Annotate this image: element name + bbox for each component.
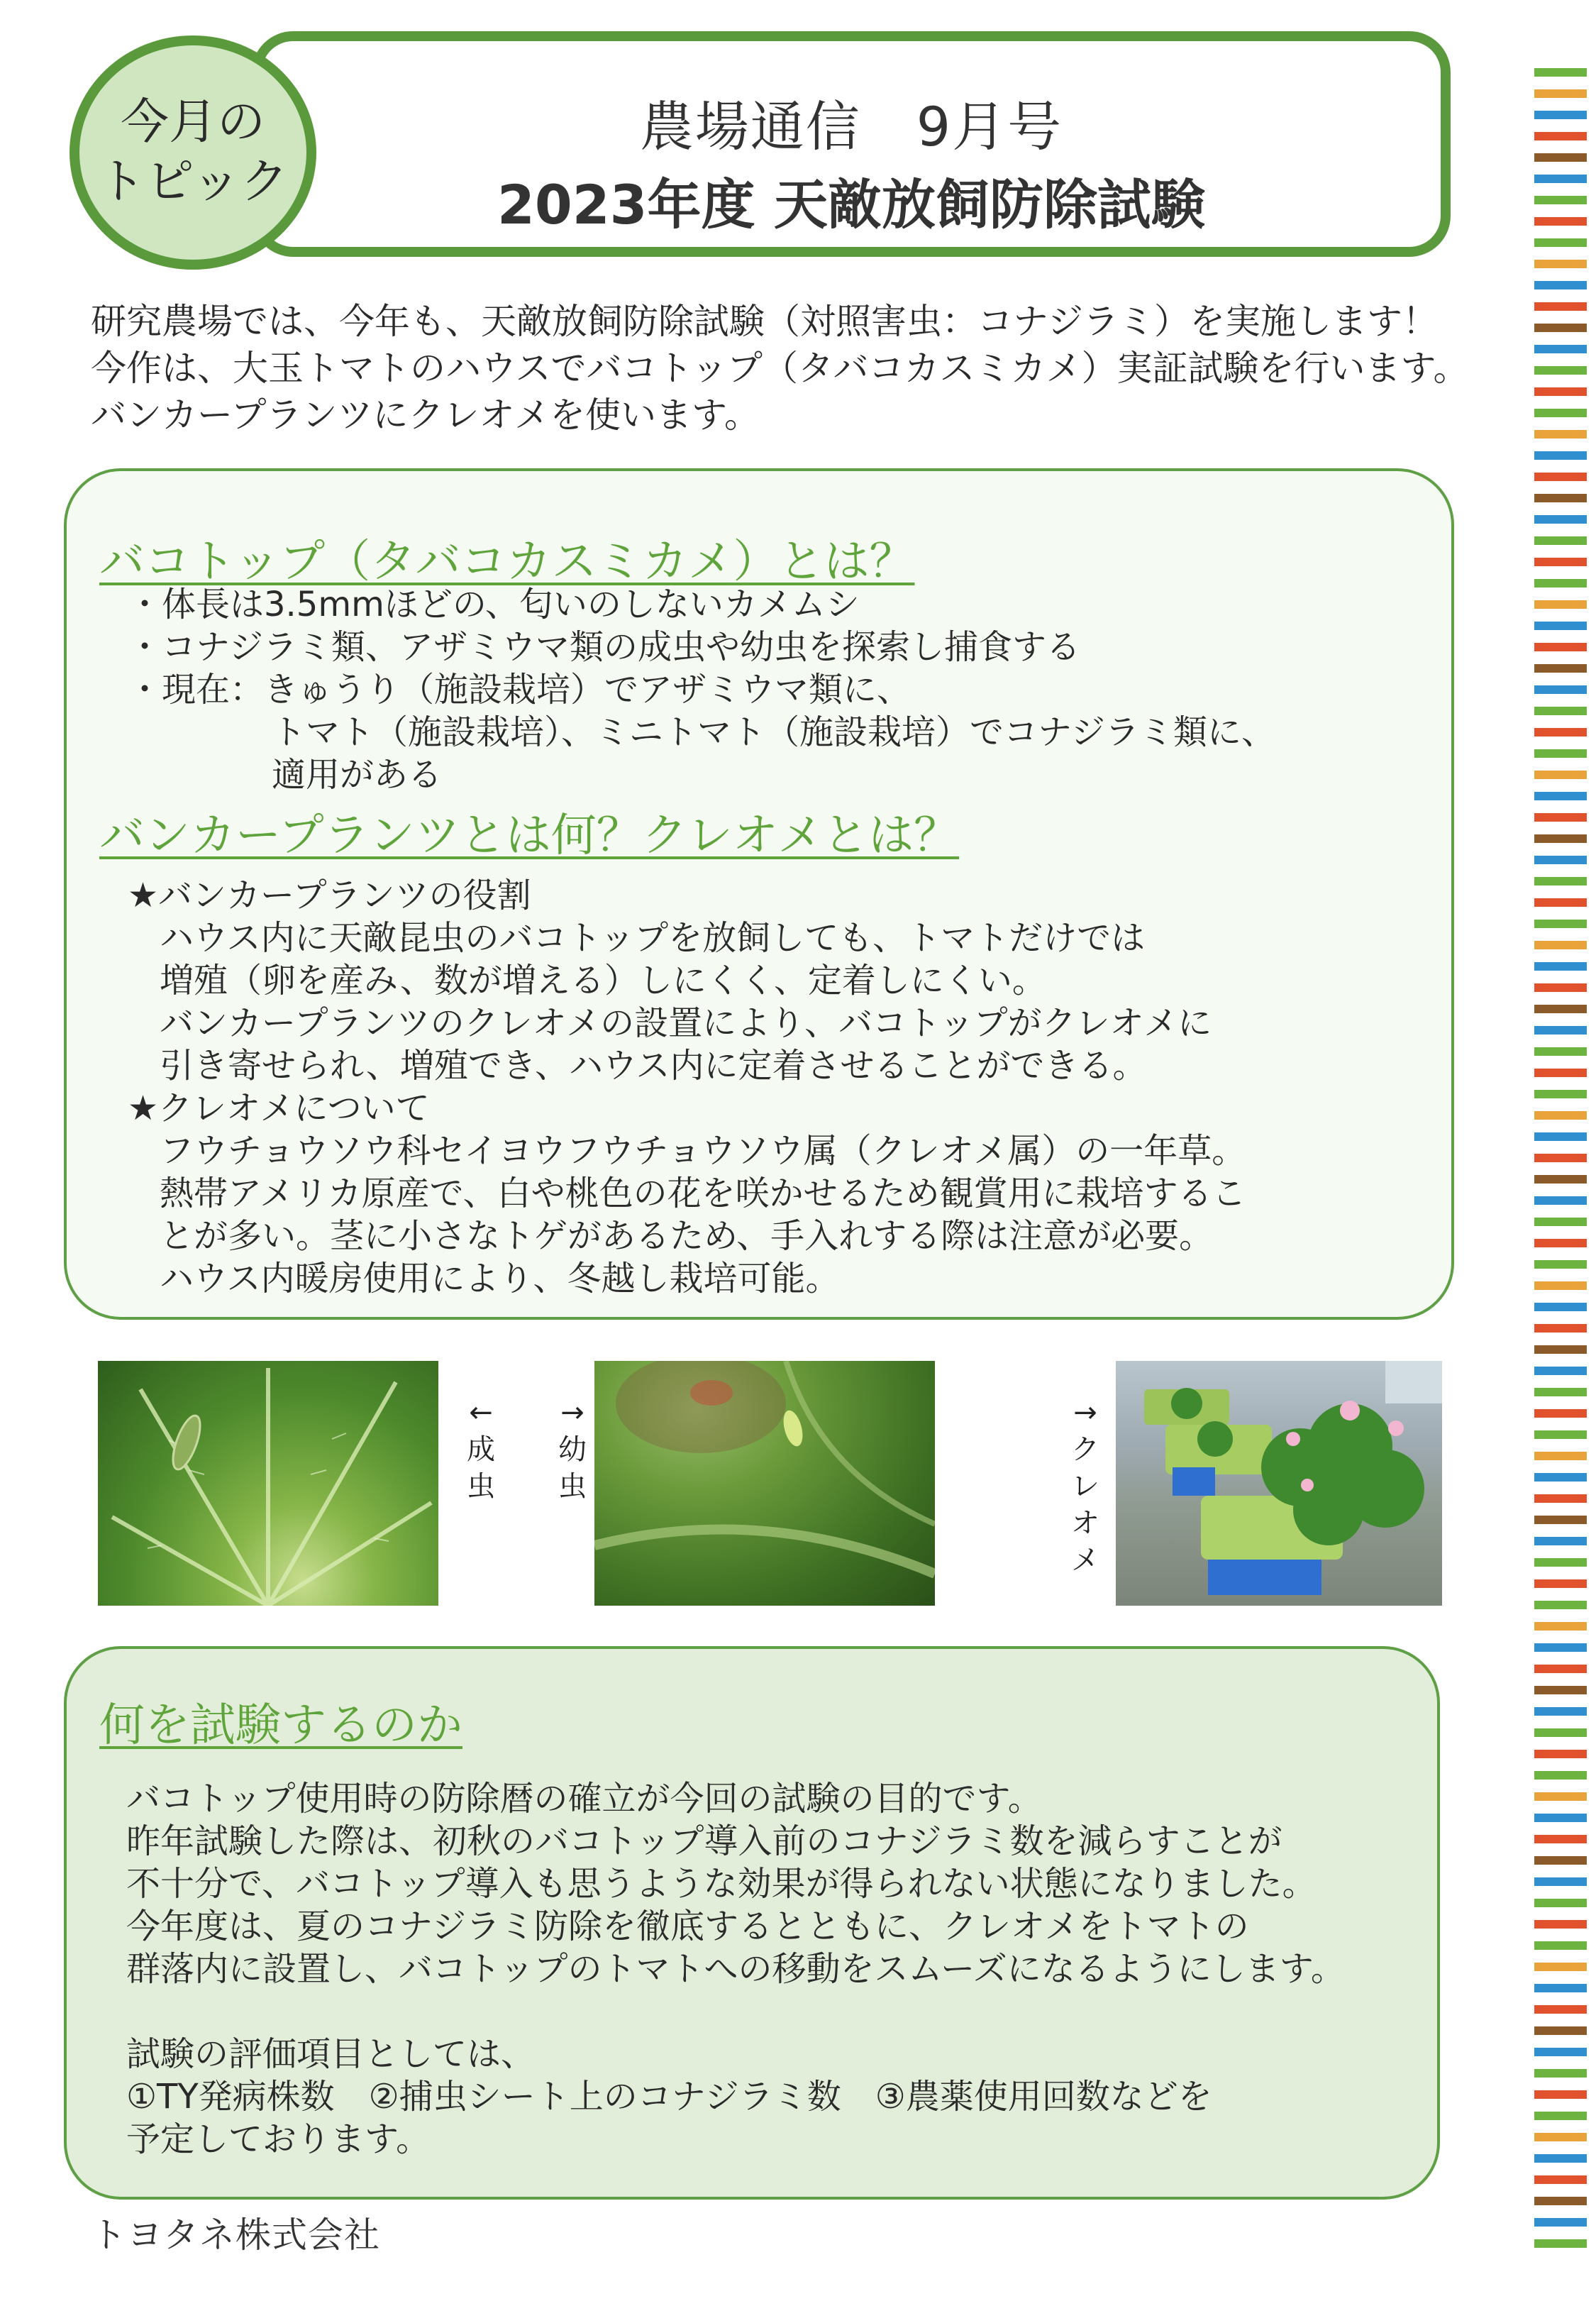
stripe [1534,941,1587,949]
section1-line: ・現在：きゅうり（施設栽培）でアザミウマ類に、 [128,670,911,710]
stripe [1534,558,1587,566]
stripe [1534,771,1587,779]
company-name: トヨタネ株式会社 [91,2214,380,2256]
decorative-stripe-bar [1534,68,1587,2275]
stripe [1534,1835,1587,1843]
adult-photo-caption [460,1394,502,1505]
section2-line: 引き寄せられ、増殖でき、ハウス内に定着させることができる。 [160,1046,1147,1086]
stripe [1534,1005,1587,1013]
stripe [1534,1303,1587,1311]
stripe [1534,1154,1587,1162]
stripe [1534,1622,1587,1631]
stripe [1534,1281,1587,1290]
section3-line: 予定しております。 [126,2119,431,2159]
stripe [1534,345,1587,353]
stripe [1534,579,1587,587]
stripe [1534,1728,1587,1737]
stripe [1534,68,1587,77]
caption-char: オ [1071,1507,1099,1540]
stripe [1534,1771,1587,1780]
topic-circle-line: トピック [97,154,289,210]
newsletter-title: 農場通信 9月号 [639,95,1063,158]
arrow-right-icon: → [1073,1396,1097,1429]
stripe [1534,1516,1587,1524]
caption-char: 成 [467,1433,495,1466]
stripe [1534,1963,1587,1971]
adult-insect-photo [98,1361,438,1606]
stripe [1534,2048,1587,2056]
caption-char: ク [1071,1433,1099,1466]
stripe [1534,685,1587,694]
stripe [1534,1473,1587,1482]
stripe [1534,1409,1587,1418]
stripe [1534,622,1587,630]
section2-line: フウチョウソウ科セイヨウフウチョウソウ属（クレオメ属）の一年草。 [160,1131,1246,1171]
stripe [1534,324,1587,332]
section3-line: 群落内に設置し、バコトップのトマトへの移動をスムーズになるようにします。 [126,1949,1345,1989]
stripe [1534,1814,1587,1822]
stripe [1534,1196,1587,1205]
stripe [1534,834,1587,843]
stripe [1534,1792,1587,1801]
stripe [1534,1239,1587,1247]
section-heading-test-purpose: 何を試験するのか [99,1699,462,1752]
section1-line: トマト（施設栽培）、ミニトマト（施設栽培）でコナジラミ類に、 [272,712,1276,752]
stripe [1534,238,1587,247]
stripe [1534,1367,1587,1375]
intro-paragraph [91,298,1469,438]
stripe [1534,2005,1587,2014]
stripe [1534,2175,1587,2184]
stripe [1534,1750,1587,1758]
stripe [1534,153,1587,162]
stripe [1534,1601,1587,1609]
stripe [1534,89,1587,98]
caption-char: 虫 [558,1470,587,1503]
section3-line: 不十分で、バコトップ導入も思うような効果が得られない状態になりました。 [126,1864,1317,1904]
section1-line: ・コナジラミ類、アザミウマ類の成虫や幼虫を探索し捕食する [128,627,1081,667]
stripe [1534,1558,1587,1567]
section1-line: 適用がある [272,755,443,795]
stripe [1534,1665,1587,1673]
stripe [1534,1111,1587,1120]
stripe [1534,387,1587,396]
stripe [1534,1941,1587,1950]
stripe [1534,856,1587,864]
intro-line: バンカープランツにクレオメを使います。 [91,395,760,436]
stripe [1534,898,1587,907]
stripe [1534,1707,1587,1716]
section3-line: 試験の評価項目としては、 [126,2034,536,2074]
stripe [1534,1090,1587,1098]
intro-line: 研究農場では、今年も、天敵放飼防除試験（対照害虫：コナジラミ）を実施します！ [91,301,1438,342]
intro-line: 今作は、大玉トマトのハウスでバコトップ（タバコカスミカメ）実証試験を行います。 [91,348,1469,389]
nymph-insect-photo [594,1361,935,1606]
caption-char: メ [1071,1544,1099,1577]
stripe [1534,664,1587,673]
stripe [1534,2069,1587,2078]
stripe [1534,281,1587,289]
cleome-planters-photo [1116,1361,1442,1606]
stripe [1534,1537,1587,1545]
section3-line: バコトップ使用時の防除暦の確立が今回の試験の目的です。 [126,1779,1042,1819]
stripe [1534,1026,1587,1035]
stripe [1534,1047,1587,1056]
stripe [1534,2026,1587,2035]
caption-char: レ [1071,1470,1099,1503]
stripe [1534,1345,1587,1354]
section2-line: とが多い。茎に小さなトゲがあるため、手入れする際は注意が必要。 [160,1216,1214,1256]
section2-line: ★バンカープランツの役割 [128,876,531,915]
stripe [1534,473,1587,481]
arrow-right-icon: → [560,1396,584,1429]
section-heading-bacotop: バコトップ（タバコカスミカメ）とは？ [99,536,915,588]
stripe [1534,2218,1587,2227]
caption-char: 幼 [558,1433,587,1466]
stripe [1534,1686,1587,1694]
stripe [1534,1643,1587,1652]
stripe [1534,1452,1587,1460]
stripe [1534,1877,1587,1886]
stripe [1534,1132,1587,1141]
section2-line: ハウス内暖房使用により、冬越し栽培可能。 [160,1259,840,1298]
stripe [1534,2154,1587,2163]
stripe [1534,132,1587,140]
stripe [1534,1579,1587,1588]
stripe [1534,2197,1587,2205]
stripe [1534,111,1587,119]
stripe [1534,217,1587,226]
stripe [1534,983,1587,992]
topic-circle-line: 今月の [120,94,265,150]
stripe [1534,643,1587,651]
stripe [1534,707,1587,715]
stripe [1534,813,1587,822]
stripe [1534,728,1587,737]
stripe [1534,877,1587,886]
stripe [1534,1494,1587,1503]
arrow-left-icon: ← [469,1396,493,1429]
stripe [1534,600,1587,609]
stripe [1534,409,1587,417]
section1-line: ・体長は3.5mmほどの、匂いのしないカメムシ [128,585,860,624]
stripe [1534,494,1587,502]
stripe [1534,2112,1587,2120]
stripe [1534,1260,1587,1269]
topic-circle-badge [70,35,316,270]
title-box [252,31,1451,257]
stripe [1534,430,1587,438]
stripe [1534,1069,1587,1077]
stripe [1534,1430,1587,1439]
caption-char: 虫 [467,1470,495,1503]
section3-line: 今年度は、夏のコナジラミ防除を徹底するとともに、クレオメをトマトの [126,1907,1249,1946]
section2-line: ハウス内に天敵昆虫のバコトップを放飼しても、トマトだけでは [160,918,1146,958]
section2-line: ★クレオメについて [128,1088,430,1128]
stripe [1534,175,1587,183]
stripe [1534,366,1587,375]
stripe [1534,536,1587,545]
stripe [1534,920,1587,928]
section2-line: 熱帯アメリカ原産で、白や桃色の花を咲かせるため観賞用に栽培するこ [160,1174,1246,1213]
section3-line: 昨年試験した際は、初秋のバコトップ導入前のコナジラミ数を減らすことが [126,1821,1282,1861]
stripe [1534,1899,1587,1907]
stripe [1534,260,1587,268]
article-title: 2023年度 天敵放飼防除試験 [497,173,1205,236]
cleome-photo-caption [1064,1394,1107,1579]
stripe [1534,749,1587,758]
section-heading-banker-plants: バンカープランツとは何？クレオメとは？ [99,810,960,862]
stripe [1534,2090,1587,2099]
stripe [1534,1856,1587,1865]
stripe [1534,962,1587,971]
stripe [1534,1175,1587,1184]
stripe [1534,302,1587,311]
stripe [1534,2239,1587,2248]
section2-line: 増殖（卵を産み、数が増える）しにくく、定着しにくい。 [160,961,1046,1000]
stripe [1534,515,1587,524]
section2-line: バンカープランツのクレオメの設置により、バコトップがクレオメに [160,1003,1212,1043]
stripe [1534,1920,1587,1929]
stripe [1534,1324,1587,1333]
stripe [1534,1388,1587,1396]
stripe [1534,451,1587,460]
nymph-photo-caption [551,1394,594,1505]
stripe [1534,196,1587,204]
stripe [1534,1984,1587,1992]
section3-line: ①TY発病株数 ②捕虫シート上のコナジラミ数 ③農薬使用回数などを [126,2077,1212,2117]
stripe [1534,792,1587,800]
stripe [1534,2133,1587,2141]
stripe [1534,1218,1587,1226]
